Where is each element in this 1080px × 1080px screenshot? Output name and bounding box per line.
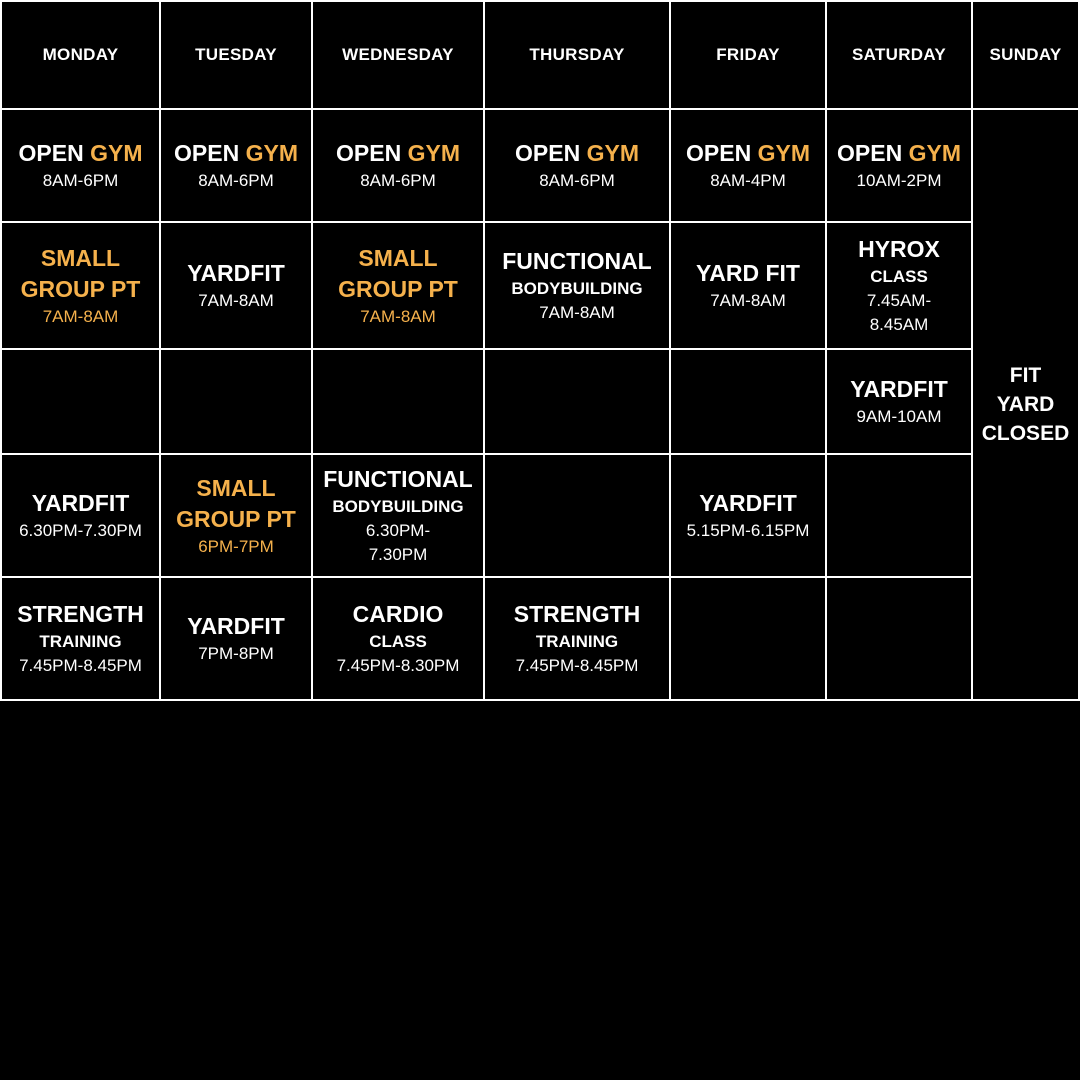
class-cell-strength-training-thursday — [485, 578, 669, 699]
class-time: 5.15PM-6.15PM — [686, 521, 810, 540]
class-subtitle: TRAINING — [39, 632, 122, 651]
day-header-wednesday: WEDNESDAY — [342, 45, 454, 64]
class-title: FUNCTIONAL — [323, 466, 473, 492]
grid-line — [0, 699, 1080, 701]
class-title — [21, 243, 141, 305]
class-title-accent-word: GYM — [757, 140, 810, 166]
class-title: YARD FIT — [696, 260, 800, 286]
class-time: 7AM-8AM — [539, 303, 615, 322]
class-cell-small-group-pt-tuesday — [161, 455, 311, 576]
class-time: 8AM-6PM — [539, 171, 615, 190]
class-title-word: OPEN — [837, 140, 903, 166]
class-time: 8AM-4PM — [710, 171, 786, 190]
class-title: YARDFIT — [850, 376, 948, 402]
class-title-line: SMALL — [196, 474, 276, 501]
class-cell-yardfit-tuesday — [161, 223, 311, 348]
class-cell-open-gym-friday — [671, 110, 825, 221]
class-cell-small-group-pt-monday — [2, 223, 159, 348]
day-header-thursday: THURSDAY — [529, 45, 625, 64]
class-title — [515, 138, 639, 169]
day-header-monday: MONDAY — [42, 45, 119, 64]
class-cell-open-gym-wednesday — [313, 110, 483, 221]
class-cell-yard-fit-friday — [671, 223, 825, 348]
class-title — [174, 138, 298, 169]
class-time: 8AM-6PM — [360, 171, 436, 190]
class-time: 8AM-6PM — [42, 171, 119, 190]
class-time: 7AM-8AM — [42, 306, 119, 326]
class-time: 6.30PM- — [365, 521, 431, 540]
closed-line: FIT — [1009, 364, 1042, 387]
class-title — [176, 473, 296, 535]
class-title-line: SMALL — [40, 244, 121, 271]
class-cell-functional-bodybuilding-thursday — [485, 223, 669, 348]
class-title: YARDFIT — [31, 490, 130, 516]
class-cell-small-group-pt-wednesday — [313, 223, 483, 348]
class-cell-yardfit-saturday — [827, 350, 971, 453]
day-header-friday: FRIDAY — [716, 45, 780, 64]
class-time: 6PM-7PM — [198, 536, 274, 556]
class-cell-strength-training-monday — [2, 578, 159, 699]
day-header-sunday: SUNDAY — [989, 45, 1062, 64]
closed-line: YARD — [996, 393, 1055, 416]
class-title-accent-word: GYM — [245, 140, 298, 166]
class-title-word: OPEN — [336, 140, 402, 166]
class-cell-open-gym-thursday — [485, 110, 669, 221]
class-title-word: OPEN — [174, 140, 240, 166]
class-time: 7.45AM- — [866, 291, 932, 310]
class-title-accent-word: GYM — [908, 140, 961, 166]
class-title: CARDIO — [352, 601, 444, 627]
class-title-accent-word: GYM — [90, 140, 143, 166]
class-time: 10AM-2PM — [856, 171, 942, 190]
class-subtitle: BODYBUILDING — [511, 279, 643, 298]
class-title-word: OPEN — [18, 140, 84, 166]
class-title: FUNCTIONAL — [502, 248, 652, 274]
class-time: 7.45PM-8.45PM — [19, 656, 142, 675]
class-title — [19, 138, 143, 169]
class-cell-yardfit-monday — [2, 455, 159, 576]
class-title — [336, 138, 460, 169]
class-title-line: GROUP PT — [20, 275, 141, 302]
closed-line: CLOSED — [981, 422, 1070, 445]
class-cell-open-gym-monday — [2, 110, 159, 221]
class-title: YARDFIT — [699, 490, 797, 516]
class-cell-hyrox-saturday — [827, 223, 971, 348]
class-time: 7AM-8AM — [710, 291, 786, 310]
class-time: 9AM-10AM — [856, 407, 942, 426]
class-title: YARDFIT — [187, 613, 285, 639]
class-cell-yardfit-friday — [671, 455, 825, 576]
class-title-accent-word: GYM — [586, 140, 639, 166]
class-cell-open-gym-tuesday — [161, 110, 311, 221]
class-title — [338, 243, 458, 305]
class-title: HYROX — [858, 236, 940, 262]
class-title-line: GROUP PT — [176, 505, 296, 532]
class-cell-cardio-class-wednesday — [313, 578, 483, 699]
class-title — [686, 138, 810, 169]
class-title-word: OPEN — [686, 140, 752, 166]
class-title: YARDFIT — [187, 260, 285, 286]
class-title: STRENGTH — [513, 601, 641, 627]
class-time: 7AM-8AM — [198, 291, 274, 310]
class-time: 6.30PM-7.30PM — [19, 521, 142, 540]
class-time: 7.45PM-8.45PM — [515, 656, 639, 675]
class-cell-open-gym-saturday — [827, 110, 971, 221]
day-header-saturday: SATURDAY — [851, 45, 947, 64]
class-time: 7AM-8AM — [360, 306, 436, 326]
class-title-line: SMALL — [358, 244, 438, 271]
class-time: 8AM-6PM — [198, 171, 274, 190]
class-time: 7.30PM — [368, 545, 428, 564]
class-cell-yardfit-tuesday-evening — [161, 578, 311, 699]
class-subtitle: CLASS — [870, 267, 928, 286]
class-title-line: GROUP PT — [338, 275, 458, 302]
class-title-word: OPEN — [515, 140, 581, 166]
class-title-accent-word: GYM — [407, 140, 460, 166]
class-time: 7PM-8PM — [198, 644, 274, 663]
class-time: 7.45PM-8.30PM — [336, 656, 460, 675]
class-title: STRENGTH — [17, 601, 144, 627]
class-subtitle: TRAINING — [535, 632, 619, 651]
sunday-closed-cell — [973, 110, 1078, 699]
class-title — [837, 138, 961, 169]
class-cell-functional-bodybuilding-wednesday — [313, 455, 483, 576]
class-subtitle: BODYBUILDING — [332, 497, 464, 516]
class-subtitle: CLASS — [369, 632, 427, 651]
day-header-tuesday: TUESDAY — [195, 45, 277, 64]
class-time: 8.45AM — [869, 315, 929, 334]
